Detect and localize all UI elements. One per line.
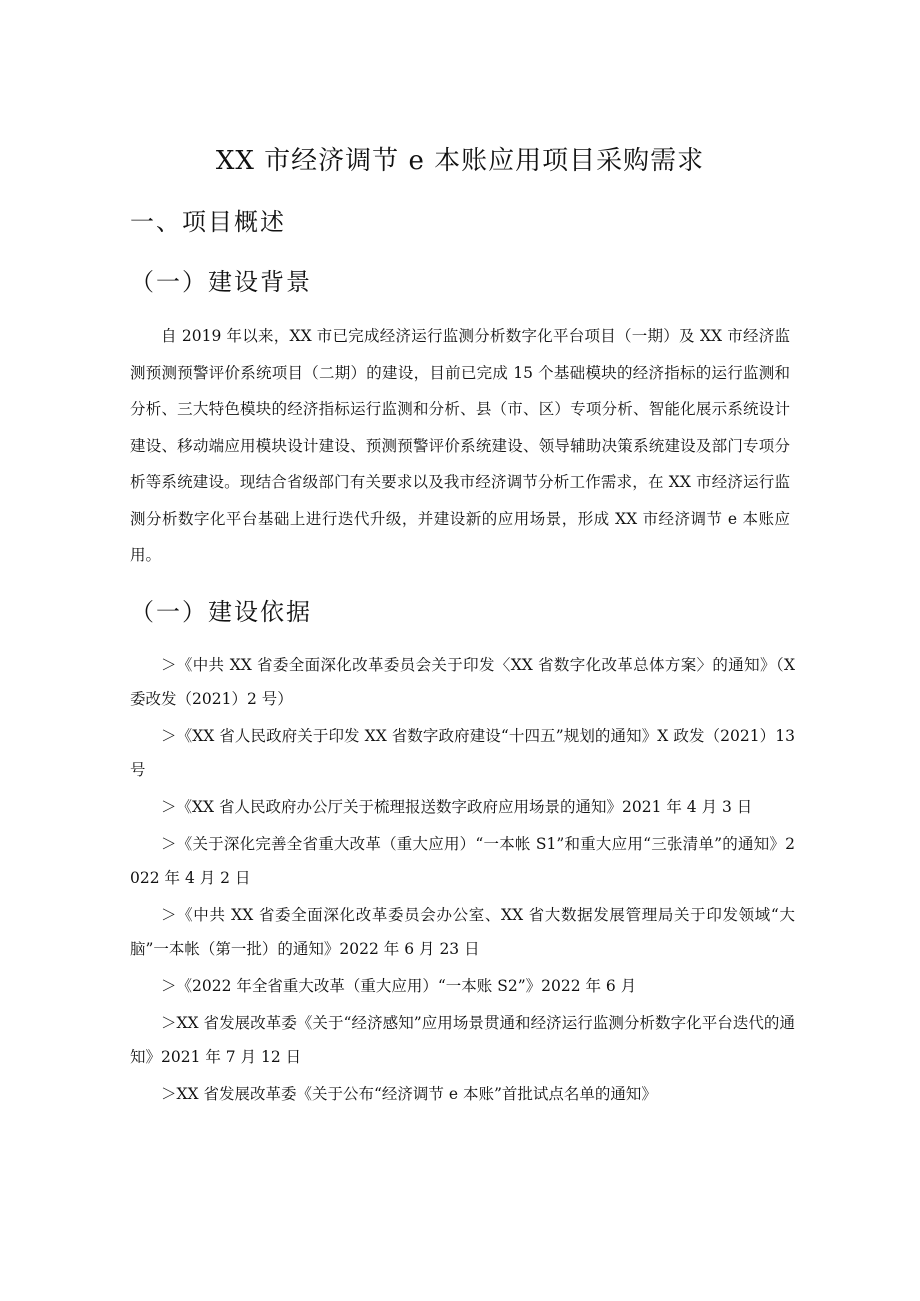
subsection-heading-basis: （一）建设依据 — [130, 598, 312, 626]
section-heading-overview: 一、项目概述 — [130, 208, 286, 236]
basis-item: ＞《中共 XX 省委全面深化改革委员会办公室、XX 省大数据发展管理局关于印发领域“大脑”一本帐（第一批）的通知》2022 年 6 月 23 日 — [130, 906, 795, 958]
basis-item: ＞《XX 省人民政府办公厅关于梳理报送数字政府应用场景的通知》2021 年 4 月 3 日 — [161, 798, 753, 816]
document-title: XX 市经济调节 e 本账应用项目采购需求 — [215, 146, 705, 176]
basis-item: ＞《XX 省人民政府关于印发 XX 省数字政府建设“十四五”规划的通知》X 政发（2021）13 号 — [130, 727, 795, 779]
basis-item: ＞《关于深化完善全省重大改革（重大应用）“一本帐 S1”和重大应用“三张清单”的通知》2022 年 4 月 2 日 — [130, 835, 795, 887]
basis-list — [130, 648, 795, 1114]
background-paragraph: 自 2019 年以来，XX 市已完成经济运行监测分析数字化平台项目（一期）及 XX 市经济监测预测预警评价系统项目（二期）的建设，目前已完成 15 个基础模块的经济指标的运行监测和分析、三大特色模块的经济指标运行监测和分析、县（市、区）专项分析、智能化展示系统设计建设、移动端应用模块设计建设、预测预警评价系统建设、领导辅助决策系统建设及部门专项分析等系统建设。现结合省级部门有关要求以及我市经济调节分析工作需求，在 XX 市经济运行监测分析数字化平台基础上进行迭代升级，并建设新的应用场景，形成 XX 市经济调节 e 本账应用。 — [130, 327, 790, 564]
basis-item: ＞《中共 XX 省委全面深化改革委员会关于印发〈XX 省数字化改革总体方案〉的通知》（X 委改发（2021）2 号） — [130, 656, 795, 708]
basis-item: ＞XX 省发展改革委《关于“经济感知”应用场景贯通和经济运行监测分析数字化平台迭代的通知》2021 年 7 月 12 日 — [130, 1014, 795, 1066]
basis-item: ＞《2022 年全省重大改革（重大应用）“一本账 S2”》2022 年 6 月 — [161, 977, 637, 995]
subsection-heading-background: （一）建设背景 — [130, 268, 312, 296]
basis-item: ＞XX 省发展改革委《关于公布“经济调节 e 本账”首批试点名单的通知》 — [161, 1085, 657, 1103]
